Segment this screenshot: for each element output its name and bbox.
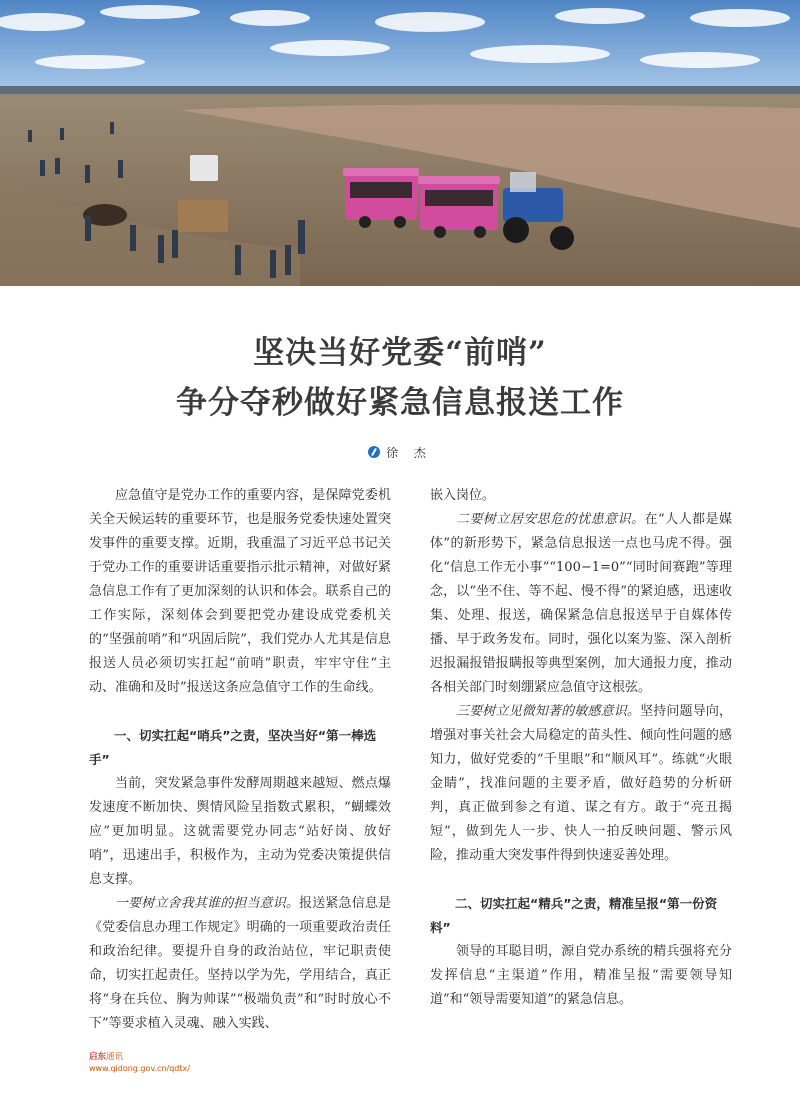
byline [0, 444, 800, 461]
point-2-paragraph [430, 508, 732, 700]
section-heading-2: 二、切实扛起“精兵”之责，精准呈报“第一份资料” [430, 896, 718, 935]
point-1-text: 报送紧急信息是《党委信息办理工作规定》明确的一项重要政治责任和政治纪律。要提升自身的政治站位，牢记职责使命，切实扛起责任。坚持以学为先，学用结合，真正将“身在兵位、胸为帅谋”“极端负责”和“时时放心不下”等要求植入灵魂、融入实践、 [89, 896, 391, 1031]
point-2-lead: 二要树立居安思危的忧患意识。 [456, 512, 645, 527]
point-3-text: 坚持问题导向，增强对事关社会大局稳定的苗头性、倾向性问题的感知力，做好党委的“千里眼”和“顺风耳”。练就“火眼金睛”，找准问题的主要矛盾，做好趋势的分析研判，真正做到参之有道、谋之有方。敢于“亮丑揭短”，做到先人一步、快人一拍反映问题、警示风险，推动重大突发事件得到快速妥善处理。 [430, 704, 732, 863]
right-column [430, 484, 732, 1012]
point-1-lead: 一要树立舍我其谁的担当意识。 [115, 896, 300, 911]
point-2-text: 在“人人都是媒体”的新形势下，紧急信息报送一点也马虎不得。强化“信息工作无小事”“100−1=0”“同时间赛跑”等理念，以“坐不住、等不起、慢不得”的紧迫感，迅速收集、处理、报送，确保紧急信息报送早于自媒体传播、早于政务发布。同时，强化以案为鉴、深入剖析迟报漏报错报瞒报等典型案例，加大通报力度，推动各相关部门时刻绷紧应急值守这根弦。 [430, 512, 732, 695]
footer-brand [89, 1052, 190, 1063]
section-2-paragraph: 领导的耳聪目明，源自党办系统的精兵强将充分发挥信息“主渠道”作用，精准呈报“需要领导知道”和“领导需要知道”的紧急信息。 [430, 944, 732, 1007]
byline-slash-icon [368, 446, 380, 458]
title-line-1: 坚决当好党委“前哨” [253, 335, 547, 371]
article-title [0, 328, 800, 428]
footer-brand-b: 通讯 [106, 1052, 124, 1062]
point-3-lead: 三要树立见微知著的敏感意识。 [456, 704, 641, 719]
section-heading-1: 一、切实扛起“哨兵”之责，坚决当好“第一棒选手” [89, 728, 377, 767]
title-line-2: 争分夺秒做好紧急信息报送工作 [176, 385, 624, 421]
section-1-paragraph: 当前，突发紧急事件发酵周期越来越短、燃点爆发速度不断加快、舆情风险呈指数式累积，“蝴蝶效应”更加明显。这就需要党办同志“站好岗、放好哨”，迅速出手，积极作为，主动为党委决策提供信息支撑。 [89, 776, 391, 887]
author-name: 徐 杰 [386, 446, 432, 460]
footer-url: www.qidong.gov.cn/qdtx/ [89, 1064, 190, 1073]
continued-text: 嵌入岗位。 [430, 488, 496, 503]
ox-cart [178, 200, 228, 232]
left-column [89, 484, 391, 1036]
footer-brand-a: 启东 [89, 1052, 107, 1062]
point-3-paragraph [430, 700, 732, 868]
golf-cart [190, 155, 218, 181]
page-footer [89, 1052, 190, 1074]
point-1-paragraph [89, 892, 391, 1036]
intro-paragraph: 应急值守是党办工作的重要内容，是保障党委机关全天候运转的重要环节，也是服务党委快速处置突发事件的重要支撑。近期，我重温了习近平总书记关于党办工作的重要讲话重要指示批示精神，对做好紧急信息工作有了更加深刻的认识和体会。联系自己的工作实际，深刻体会到要把党办建设成党委机关的“坚强前哨”和“巩固后院”，我们党办人尤其是信息报送人员必须切实扛起“前哨”职责，牢牢守住“主动、准确和及时”报送这条应急值守工作的生命线。 [89, 488, 391, 695]
hero-photo [0, 0, 800, 286]
beach-tractor-train-photo [0, 0, 800, 286]
